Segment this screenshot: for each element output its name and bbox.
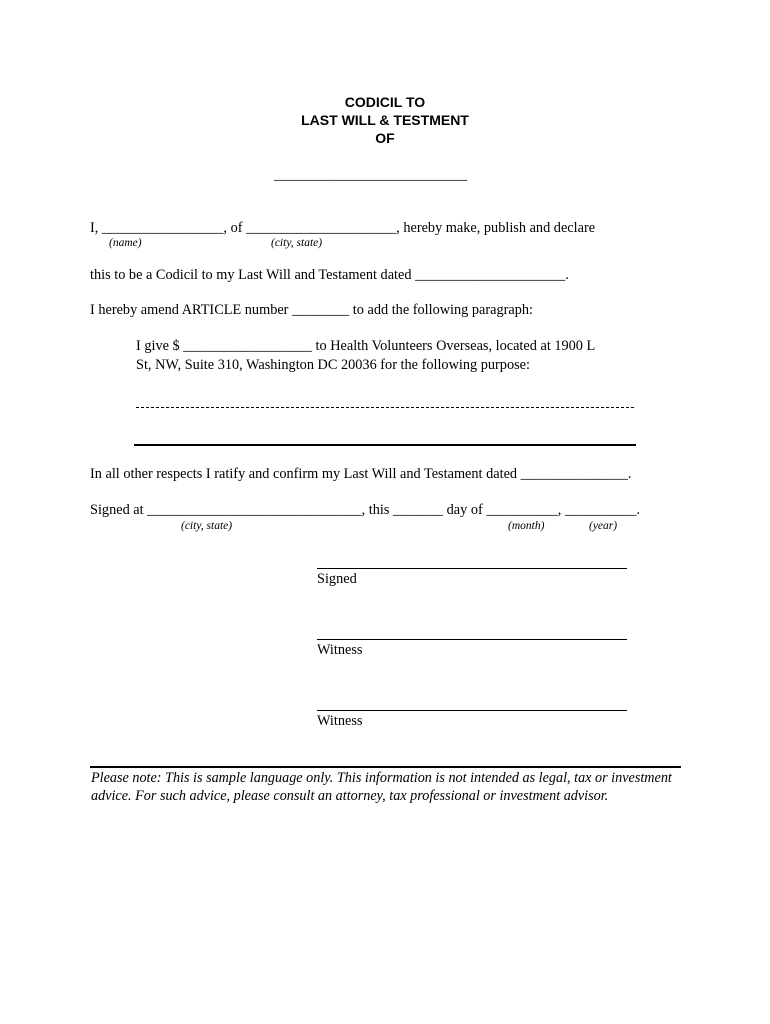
title-line-2: LAST WILL & TESTMENT [301, 112, 469, 128]
title-line-3: OF [375, 130, 395, 146]
signed-label: Signed [317, 571, 357, 587]
caption-month: (month) [508, 520, 545, 532]
caption-name: (name) [109, 237, 142, 249]
amend-article-text: I hereby amend ARTICLE number ________ to add the following paragraph: [90, 302, 534, 318]
gift-line-1: I give $ __________________ to Health Volunteers Overseas, located at 1900 L [136, 338, 596, 354]
declaration-continuation: this to be a Codicil to my Last Will and Testament dated _____________________. [90, 267, 569, 283]
note-divider [90, 766, 681, 768]
caption-year: (year) [589, 520, 618, 532]
caption-signed-city-state: (city, state) [181, 520, 233, 532]
witness-2-line[interactable] [317, 710, 627, 711]
caption-city-state: (city, state) [271, 237, 323, 249]
gift-line-2: St, NW, Suite 310, Washington DC 20036 for the following purpose: [136, 357, 530, 373]
purpose-underline[interactable] [134, 444, 636, 446]
ratify-text: In all other respects I ratify and confirm my Last Will and Testament dated _______________. [90, 466, 632, 482]
purpose-blank-line[interactable] [136, 407, 634, 408]
witness-1-line[interactable] [317, 639, 627, 640]
signature-line[interactable] [317, 568, 627, 569]
testator-name-blank[interactable]: ___________________________ [274, 167, 468, 183]
disclaimer-note: Please note: This is sample language only. This information is not intended as legal, tax or investment advice. For such advice, please consult an attorney, tax professional or investment advisor. [91, 770, 672, 804]
title-line-1: CODICIL TO [344, 94, 426, 110]
witness-2-label: Witness [317, 713, 363, 729]
declaration-text: I, _________________, of _____________________, hereby make, publish and declare [90, 220, 596, 236]
witness-1-label: Witness [317, 642, 363, 658]
signed-at-text: Signed at ______________________________, this _______ day of __________, __________. [90, 502, 641, 518]
